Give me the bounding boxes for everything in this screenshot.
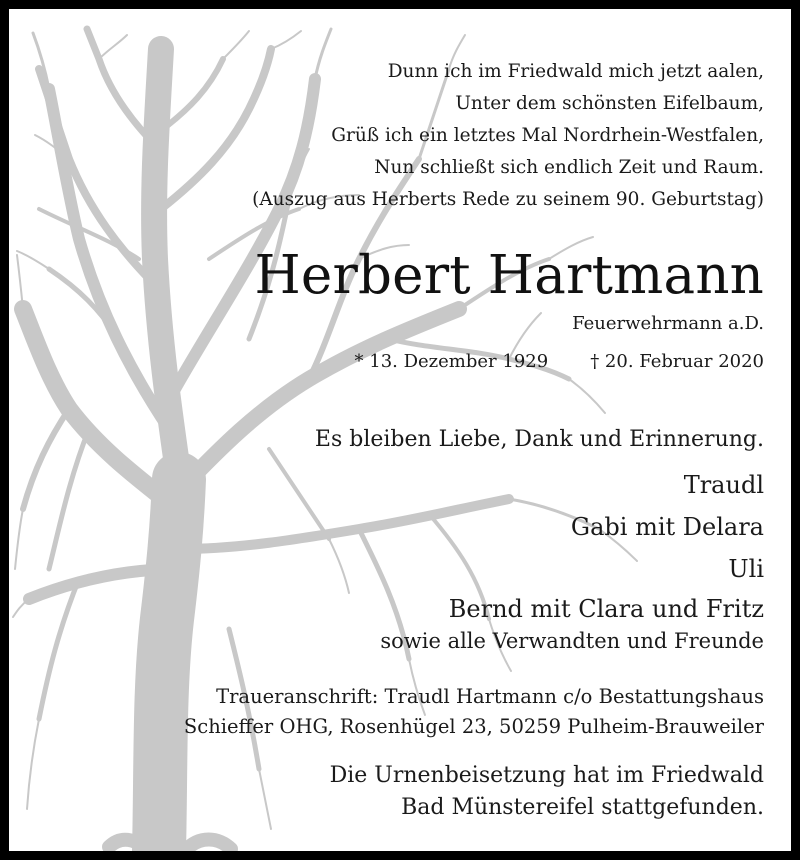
address-line: Traueranschrift: Traudl Hartmann c/o Bestattungshaus [216,685,764,708]
mourner: Uli [728,555,764,583]
burial-line: Bad Münstereifel stattgefunden. [401,795,764,820]
closing-line: Es bleiben Liebe, Dank und Erinnerung. [314,427,764,452]
mourners-extra: sowie alle Verwandten und Freunde [380,629,764,653]
deceased-name: Herbert Hartmann [254,245,764,306]
life-dates [355,351,764,372]
notice-text [9,9,764,851]
address-line: Schieffer OHG, Rosenhügel 23, 50259 Pulheim-Brauweiler [183,715,764,738]
mourner: Bernd mit Clara und Fritz [448,595,764,623]
burial-line: Die Urnenbeisetzung hat im Friedwald [329,763,764,788]
poem-source: (Auszug aus Herberts Rede zu seinem 90. Geburtstag) [252,189,764,210]
mourner: Traudl [683,471,764,499]
deceased-title: Feuerwehrmann a.D. [572,313,764,334]
poem-line: Grüß ich ein letztes Mal Nordrhein-Westfalen, [331,125,764,146]
poem-line: Nun schließt sich endlich Zeit und Raum. [374,157,764,178]
birth-date: * 13. Dezember 1929 [354,351,549,372]
poem-line: Unter dem schönsten Eifelbaum, [455,93,764,114]
mourner: Gabi mit Delara [570,513,764,541]
death-date: † 20. Februar 2020 [590,351,764,372]
poem-line: Dunn ich im Friedwald mich jetzt aalen, [387,61,764,82]
